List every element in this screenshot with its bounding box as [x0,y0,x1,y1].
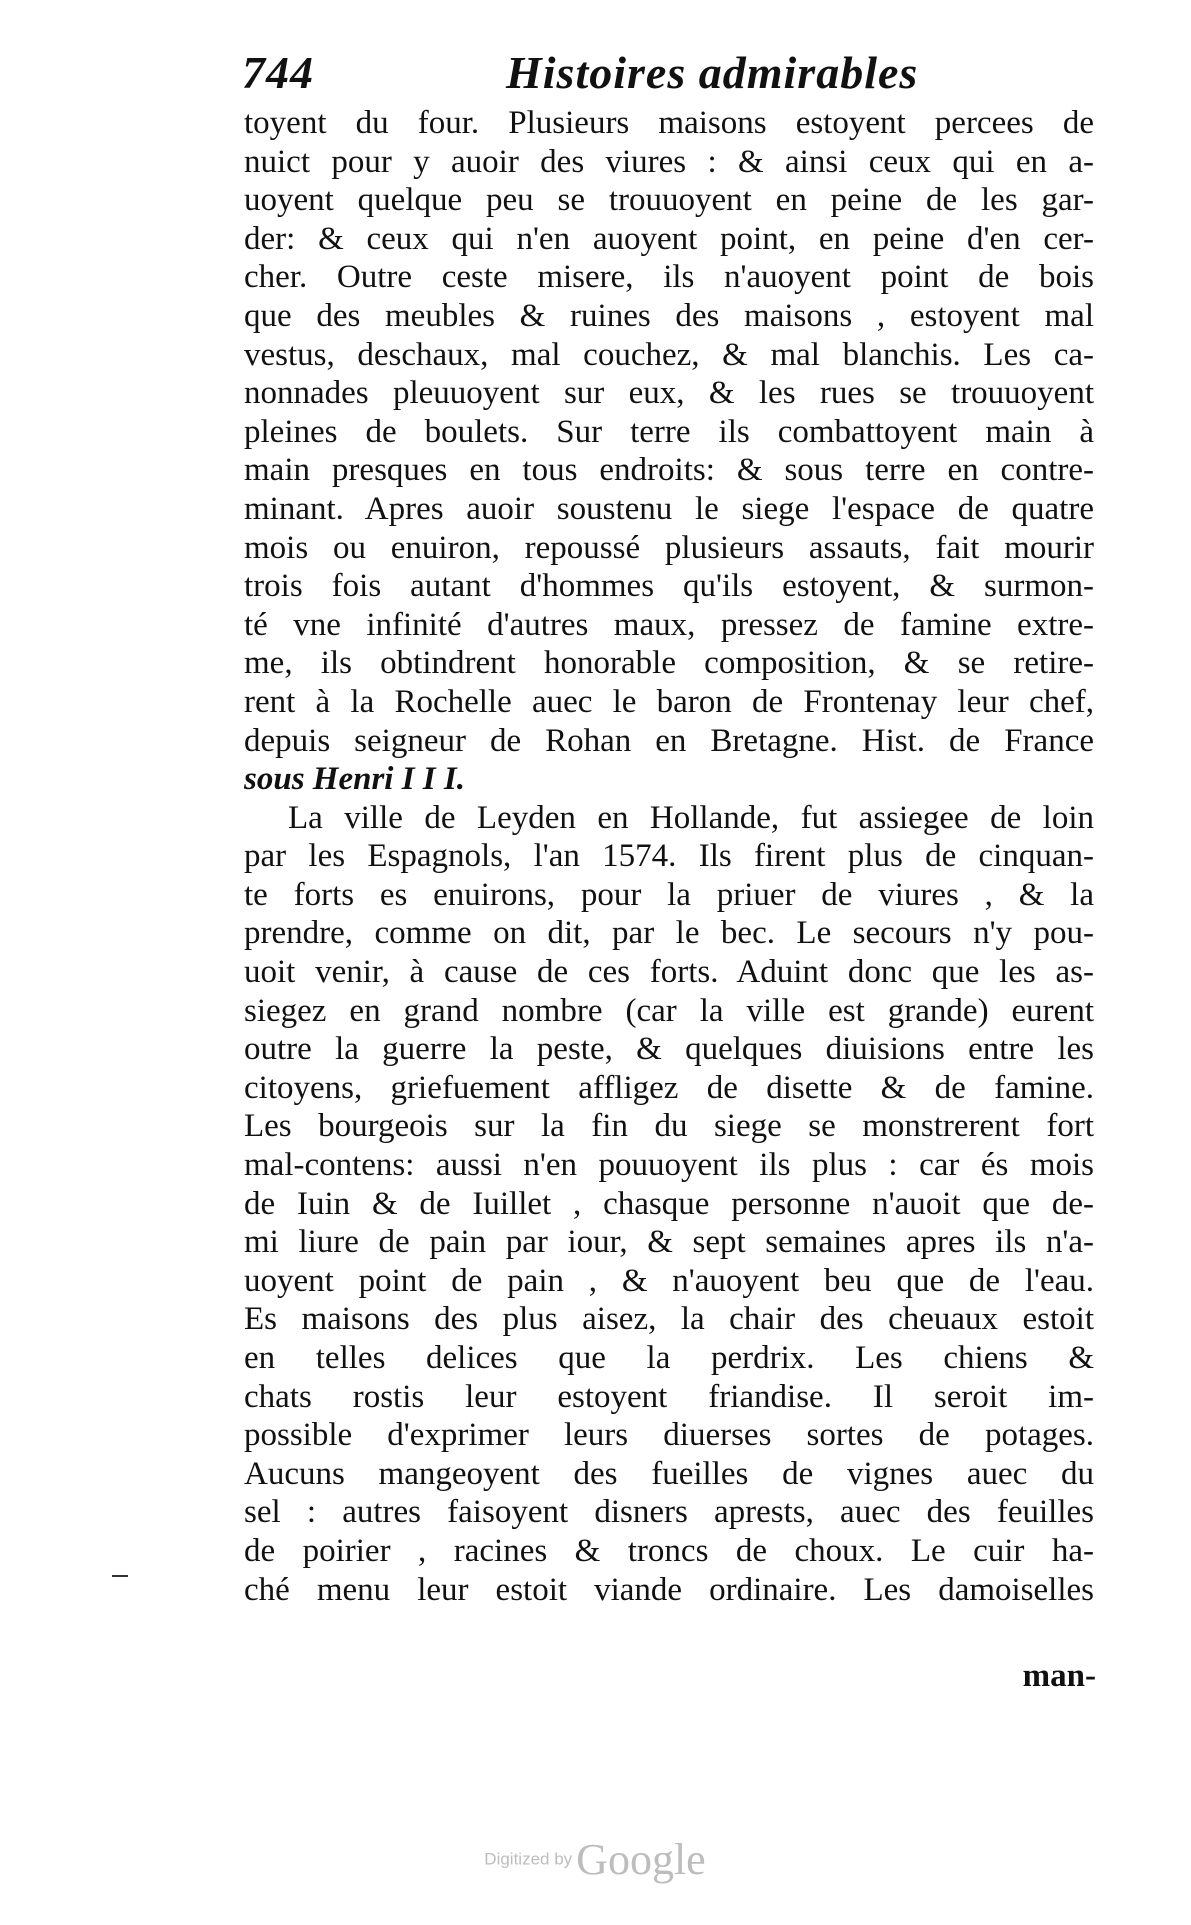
source-reference: sous Henri I I I. [244,761,465,798]
text-line: uoit venir, à cause de ces forts. Aduint donc que les as- [244,954,1094,991]
text-line: siegez en grand nombre (car la ville est grande) eurent [244,992,1094,1029]
text-line: mal-contens: aussi n'en pouuoyent ils plus : car és mois [244,1147,1094,1184]
text-line: ché menu leur estoit viande ordinaire. Les damoiselles [244,1571,1094,1608]
text-line: que des meubles & ruines des maisons , estoyent mal [244,297,1094,334]
text-line: prendre, comme on dit, par le bec. Le secours n'y pou- [244,915,1094,952]
digitization-watermark [445,1834,745,1885]
text-line: mi liure de pain par iour, & sept semaines apres ils n'a- [244,1224,1094,1261]
page-number: 744 [242,47,314,98]
text-line: minant. Apres auoir soustenu le siege l'espace de quatre [244,490,1094,527]
text-line: possible d'exprimer leurs diuerses sortes de potages. [244,1417,1094,1454]
text-line: en telles delices que la perdrix. Les chiens & [244,1340,1094,1376]
text-line: me, ils obtindrent honorable composition, & se retire- [244,645,1094,682]
text-line: main presques en tous endroits: & sous terre en contre- [244,452,1094,489]
page-header [238,46,1108,106]
text-line: der: & ceux qui n'en auoyent point, en peine d'en cer- [244,220,1094,257]
text-line: rent à la Rochelle auec le baron de Frontenay leur chef, [244,683,1094,720]
text-line: outre la guerre la peste, & quelques diuisions entre les [244,1031,1094,1068]
text-line: té vne infinité d'autres maux, pressez de famine extre- [244,606,1094,643]
text-line: Es maisons des plus aisez, la chair des cheuaux estoit [244,1301,1094,1338]
text-line: Les bourgeois sur la fin du siege se monstrerent fort [244,1108,1094,1145]
text-line: cher. Outre ceste misere, ils n'auoyent point de bois [244,259,1094,296]
text-line: uoyent point de pain , & n'auoyent beu que de l'eau. [244,1262,1094,1299]
text-line: nuict pour y auoir des viures : & ainsi ceux qui en a- [244,143,1094,180]
text-line: depuis seigneur de Rohan en Bretagne. Hist. de France [244,722,1094,759]
text-line: chats rostis leur estoyent friandise. Il seroit im- [244,1378,1094,1415]
text-line: citoyens, griefuement affligez de disette & de famine. [244,1069,1094,1106]
google-logo: Google [576,1835,706,1884]
text-line: vestus, deschaux, mal couchez, & mal blanchis. Les ca- [244,336,1094,373]
text-line: trois fois autant d'hommes qu'ils estoyent, & surmon- [244,568,1094,605]
text-line: pleines de boulets. Sur terre ils combattoyent main à [244,413,1094,450]
catchword: man- [1022,1658,1096,1694]
body-text [244,104,1094,1609]
text-line: La ville de Leyden en Hollande, fut assiegee de loin [288,799,1094,836]
text-line: mois ou enuiron, repoussé plusieurs assauts, fait mourir [244,529,1094,566]
text-line: par les Espagnols, l'an 1574. Ils firent plus de cinquan- [244,838,1094,875]
running-head: Histoires admirables [506,47,919,98]
paragraph-1 [244,104,1094,799]
text-line: toyent du four. Plusieurs maisons estoyent percees de [244,105,1094,141]
margin-mark [112,1575,128,1577]
text-line: uoyent quelque peu se trouuoyent en peine de les gar- [244,182,1094,219]
digitized-by-text: Digitized by [484,1849,573,1869]
paragraph-2 [244,799,1094,1609]
text-line: sel : autres faisoyent disners aprests, auec des feuilles [244,1494,1094,1531]
text-line: Aucuns mangeoyent des fueilles de vignes auec du [244,1455,1094,1492]
text-line: de poirier , racines & troncs de choux. Le cuir ha- [244,1532,1094,1569]
text-line: nonnades pleuuoyent sur eux, & les rues se trouuoyent [244,375,1094,412]
text-line: te forts es enuirons, pour la priuer de viures , & la [244,876,1094,913]
text-line: de Iuin & de Iuillet , chasque personne n'auoit que de- [244,1185,1094,1222]
